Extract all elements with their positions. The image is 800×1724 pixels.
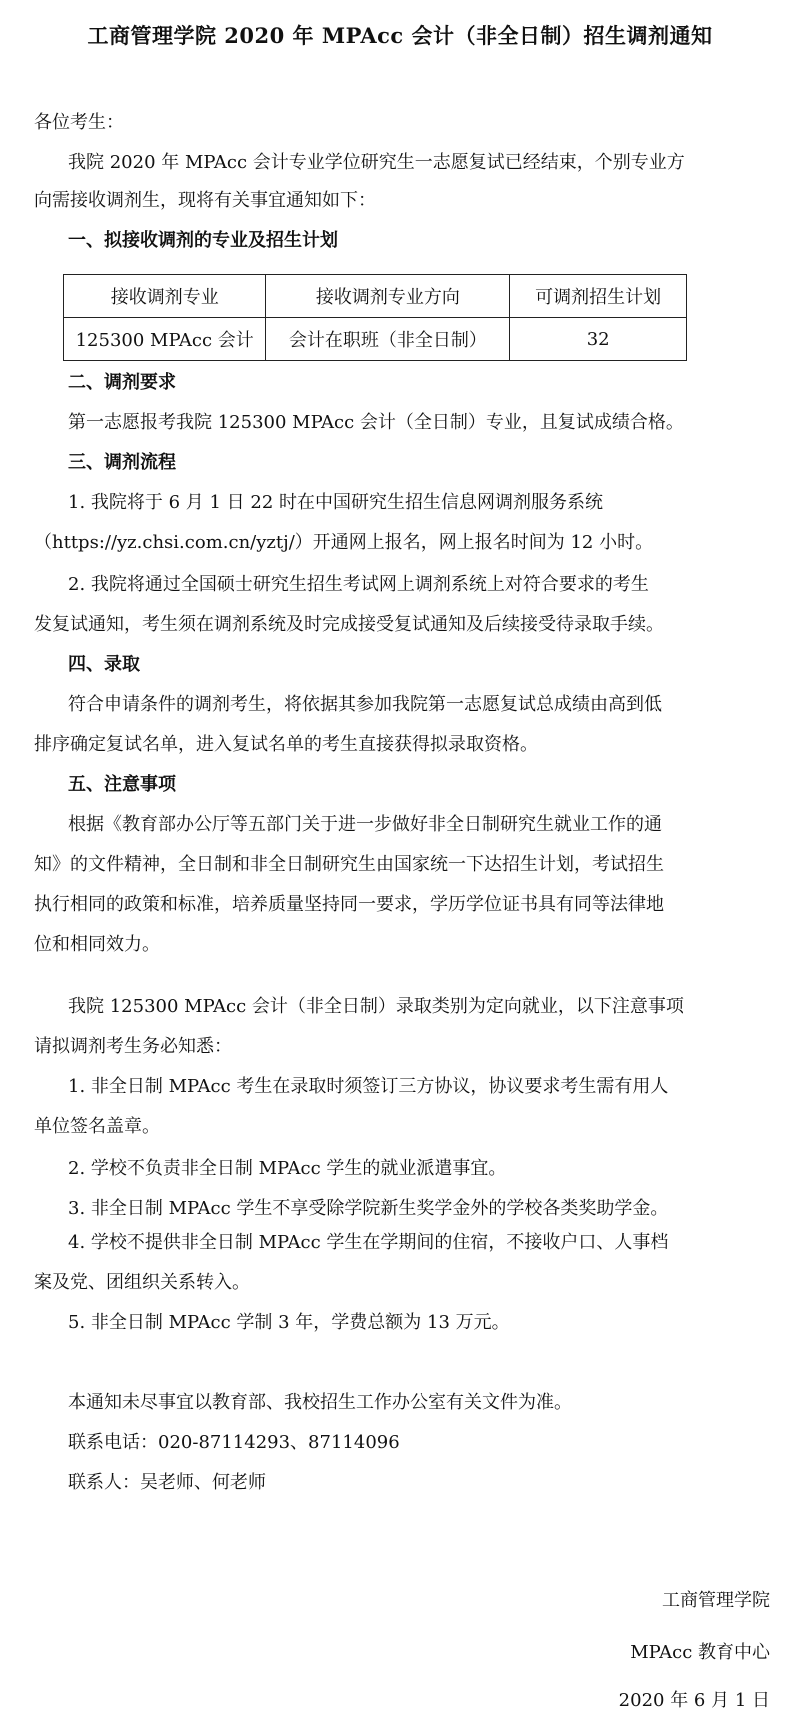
- footer-note: 本通知未尽事宜以教育部、我校招生工作办公室有关文件为准。: [68, 1392, 572, 1413]
- intro-line: 向需接收调剂生，现将有关事宜通知如下：: [34, 190, 376, 211]
- section-heading-requirements: 二、调剂要求: [68, 372, 176, 393]
- process-item: 发复试通知，考生须在调剂系统及时完成接受复试通知及后续接受待录取手续。: [34, 614, 664, 635]
- notes-paragraph: 我院 125300 MPAcc 会计（非全日制）录取类别为定向就业，以下注意事项: [68, 996, 684, 1017]
- table-header-cell: 可调剂招生计划: [510, 275, 687, 318]
- notes-item: 单位签名盖章。: [34, 1116, 160, 1137]
- section-heading-admission: 四、录取: [68, 654, 140, 675]
- table-header-cell: 接收调剂专业方向: [266, 275, 510, 318]
- notes-item: 案及党、团组织关系转入。: [34, 1272, 250, 1293]
- process-item: 1. 我院将于 6 月 1 日 22 时在中国研究生招生信息网调剂服务系统: [68, 492, 604, 513]
- notes-paragraph: 执行相同的政策和标准，培养质量坚持同一要求，学历学位证书具有同等法律地: [34, 894, 664, 915]
- signature-org: 工商管理学院: [662, 1590, 770, 1611]
- greeting: 各位考生：: [34, 112, 124, 133]
- plan-table: [63, 274, 687, 361]
- section-heading-notes: 五、注意事项: [68, 774, 176, 795]
- table-header-row: [64, 275, 687, 318]
- notes-item: 2. 学校不负责非全日制 MPAcc 学生的就业派遣事宜。: [68, 1158, 507, 1179]
- notes-item: 5. 非全日制 MPAcc 学制 3 年，学费总额为 13 万元。: [68, 1312, 510, 1333]
- signature-date: 2020 年 6 月 1 日: [618, 1690, 770, 1711]
- notes-paragraph: 请拟调剂考生务必知悉：: [34, 1036, 232, 1057]
- notes-paragraph: 知》的文件精神，全日制和非全日制研究生由国家统一下达招生计划，考试招生: [34, 854, 664, 875]
- process-item: 2. 我院将通过全国硕士研究生招生考试网上调剂系统上对符合要求的考生: [68, 574, 649, 595]
- contact-person: 联系人：吴老师、何老师: [68, 1472, 266, 1493]
- page-title: 工商管理学院 2020 年 MPAcc 会计（非全日制）招生调剂通知: [87, 23, 713, 48]
- contact-phone: 联系电话：020-87114293、87114096: [68, 1432, 400, 1453]
- table-cell-quota: 32: [510, 318, 687, 361]
- section-heading-plan: 一、拟接收调剂的专业及招生计划: [68, 230, 338, 251]
- section-heading-process: 三、调剂流程: [68, 452, 176, 473]
- admission-text: 排序确定复试名单，进入复试名单的考生直接获得拟录取资格。: [34, 734, 538, 755]
- notes-item: 1. 非全日制 MPAcc 考生在录取时须签订三方协议，协议要求考生需有用人: [68, 1076, 669, 1097]
- signature-center: MPAcc 教育中心: [630, 1642, 770, 1663]
- requirements-text: 第一志愿报考我院 125300 MPAcc 会计（全日制）专业，且复试成绩合格。: [68, 412, 684, 433]
- table-header-cell: 接收调剂专业: [64, 275, 266, 318]
- table-cell-direction: 会计在职班（非全日制）: [266, 318, 510, 361]
- process-item: （https://yz.chsi.com.cn/yztj/）开通网上报名，网上报名时间为 12 小时。: [34, 532, 654, 553]
- intro-line: 我院 2020 年 MPAcc 会计专业学位研究生一志愿复试已经结束，个别专业方: [68, 152, 685, 173]
- table-cell-major: 125300 MPAcc 会计: [64, 318, 266, 361]
- notes-item: 4. 学校不提供非全日制 MPAcc 学生在学期间的住宿，不接收户口、人事档: [68, 1232, 669, 1253]
- notes-paragraph: 位和相同效力。: [34, 934, 160, 955]
- table-row: [64, 318, 687, 361]
- notes-item: 3. 非全日制 MPAcc 学生不享受除学院新生奖学金外的学校各类奖助学金。: [68, 1198, 669, 1219]
- admission-text: 符合申请条件的调剂考生，将依据其参加我院第一志愿复试总成绩由高到低: [68, 694, 662, 715]
- notes-paragraph: 根据《教育部办公厅等五部门关于进一步做好非全日制研究生就业工作的通: [68, 814, 662, 835]
